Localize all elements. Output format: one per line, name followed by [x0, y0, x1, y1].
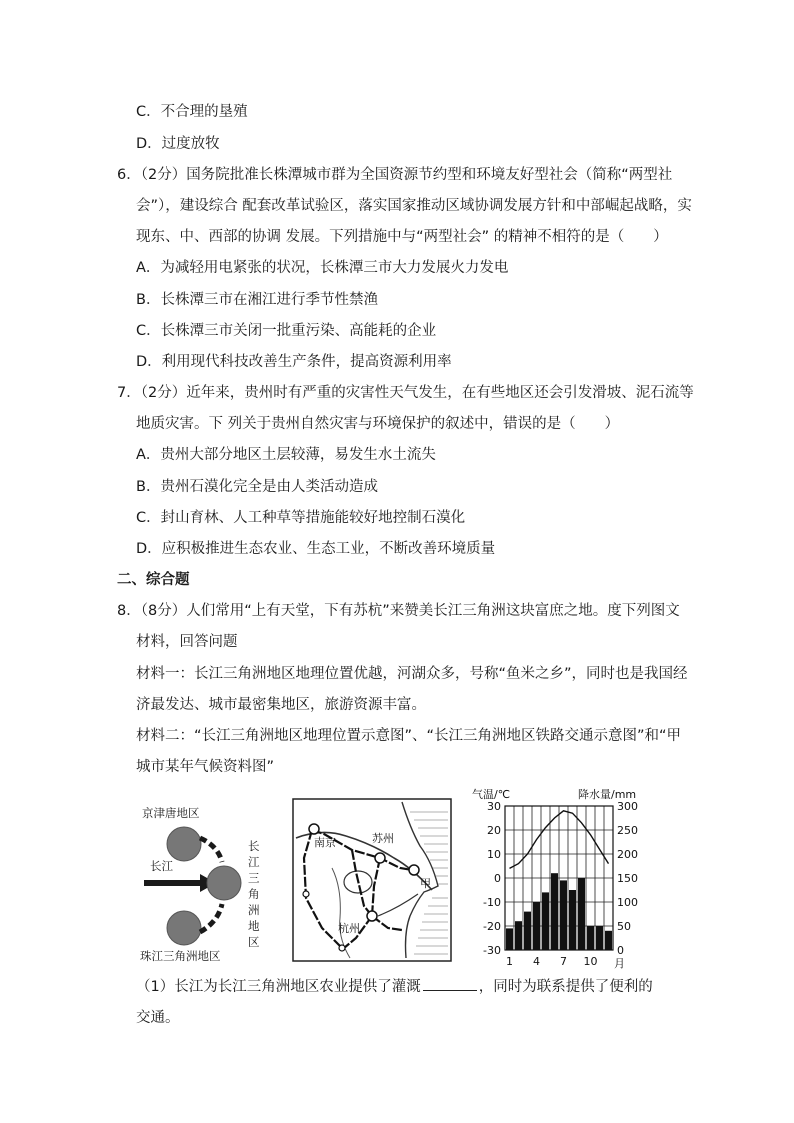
ylabel-right: 降水量/mm — [578, 788, 637, 801]
subquestion-1-line1 — [136, 976, 653, 997]
option-d-q5: D．过度放牧 — [136, 136, 220, 152]
option-c-q7: C．封山育林、人工种草等措施能较好地控制石漠化 — [136, 510, 466, 526]
svg-text:地: 地 — [248, 919, 260, 933]
answer-blank[interactable] — [423, 976, 477, 991]
left-tick-label: -20 — [483, 920, 501, 933]
right-tick-label: 100 — [617, 896, 638, 909]
precipitation-bar — [515, 921, 522, 950]
railway-map — [292, 798, 452, 962]
dashed-arrow-top — [200, 838, 222, 862]
city-hangzhou — [367, 911, 377, 921]
svg-text:区: 区 — [248, 935, 260, 949]
precipitation-bar — [560, 880, 567, 950]
right-tick-label: 150 — [617, 872, 638, 885]
label-nanjing: 南京 — [314, 836, 336, 849]
x-unit: 月 — [614, 957, 625, 970]
precipitation-bar — [605, 931, 612, 950]
option-b-q6: B．长株潭三市在湘江进行季节性禁渔 — [136, 292, 378, 308]
label-changjiang: 长江 — [150, 859, 173, 873]
option-a-q7: A．贵州大部分地区土层较薄，易发生水土流失 — [136, 447, 436, 463]
right-tick-label: 300 — [617, 800, 638, 813]
question-6-line3: 现东、中、西部的协调 发展。下列措施中与“两型社会” 的精神不相符的是（ ） — [136, 229, 668, 245]
question-6-line1: 6．（2分）国务院批准长株潭城市群为全国资源节约型和环境友好型社会（简称“两型社 — [117, 167, 673, 183]
svg-text:角: 角 — [248, 887, 260, 901]
right-tick-labels — [617, 800, 638, 957]
subquestion-1-line2: 交通。 — [136, 1010, 180, 1026]
label-delta-vertical — [248, 839, 260, 949]
right-tick-label: 200 — [617, 848, 638, 861]
circle-delta — [207, 866, 241, 900]
ylabel-left: 气温/℃ — [472, 788, 511, 801]
x-tick-label: 1 — [506, 955, 513, 968]
left-tick-labels — [483, 800, 501, 957]
material-2-line1: 材料二：“长江三角洲地区地理位置示意图”、“长江三角洲地区铁路交通示意图”和“甲 — [136, 728, 682, 744]
precipitation-bar — [524, 912, 531, 950]
x-tick-label: 4 — [533, 955, 540, 968]
label-jingjintang: 京津唐地区 — [142, 806, 200, 820]
question-7-line2: 地质灾害。下 列关于贵州自然灾害与环境保护的叙述中，错误的是（ ） — [136, 416, 620, 432]
precipitation-bar — [533, 902, 540, 950]
svg-text:长: 长 — [248, 839, 260, 853]
material-2-line2: 城市某年气候资料图” — [136, 759, 275, 775]
question-7-line1: 7．（2分）近年来，贵州时有严重的灾害性天气发生，在有些地区还会引发滑坡、泥石流等 — [117, 385, 694, 401]
option-c-q6: C．长株潭三市关闭一批重污染、高能耗的企业 — [136, 323, 437, 339]
left-tick-label: 0 — [494, 872, 501, 885]
precipitation-bar — [569, 890, 576, 950]
city-suzhou — [375, 853, 385, 863]
svg-text:江: 江 — [248, 855, 260, 869]
material-1-line1: 材料一：长江三角洲地区地理位置优越，河湖众多，号称“鱼米之乡”，同时也是我国经 — [136, 666, 688, 682]
option-d-q7: D．应积极推进生态农业、生态工业，不断改善环境质量 — [136, 541, 496, 557]
option-b-q7: B．贵州石漠化完全是由人类活动造成 — [136, 479, 378, 495]
city-south — [339, 945, 345, 951]
dashed-arrow-bottom — [200, 904, 222, 932]
city-nanjing — [309, 824, 319, 834]
subquestion-1-text-b: ，同时为联系提供了便利的 — [478, 979, 653, 995]
option-a-q6: A．为减轻用电紧张的状况，长株潭三市大力发展火力发电 — [136, 260, 509, 276]
location-diagram — [140, 800, 280, 962]
precipitation-bar — [506, 928, 513, 950]
left-tick-label: 20 — [487, 824, 501, 837]
left-tick-label: -10 — [483, 896, 501, 909]
arrow-shaft — [144, 880, 200, 886]
left-tick-label: -30 — [483, 944, 501, 957]
circle-jingjintang — [167, 827, 201, 861]
right-tick-label: 0 — [617, 944, 624, 957]
x-tick-labels — [506, 955, 598, 968]
climate-chart — [470, 786, 670, 970]
material-1-line2: 济最发达、城市最密集地区，旅游资源丰富。 — [136, 697, 426, 713]
subquestion-1-text-a: （1）长江为长江三角洲地区农业提供了灌溉 — [136, 979, 421, 995]
section-heading: 二、综合题 — [117, 572, 190, 588]
right-tick-label: 250 — [617, 824, 638, 837]
option-d-q6: D．利用现代科技改善生产条件，提高资源利用率 — [136, 354, 452, 370]
precipitation-bar — [542, 892, 549, 950]
svg-text:洲: 洲 — [248, 903, 260, 917]
left-tick-label: 30 — [487, 800, 501, 813]
label-hangzhou: 杭州 — [338, 922, 360, 935]
precipitation-bar — [587, 926, 594, 950]
left-tick-label: 10 — [487, 848, 501, 861]
precipitation-bar — [551, 873, 558, 950]
right-tick-label: 50 — [617, 920, 631, 933]
label-suzhou: 苏州 — [372, 832, 394, 845]
x-tick-label: 7 — [560, 955, 567, 968]
precipitation-bar — [578, 878, 585, 950]
city-jia — [409, 865, 419, 875]
svg-text:三: 三 — [248, 871, 260, 885]
question-6-line2: 会”），建设综合 配套改革试验区，落实国家推动区域协调发展方针和中部崛起战略，实 — [136, 198, 692, 214]
precipitation-bar — [596, 926, 603, 950]
question-8-line1: 8．（8分）人们常用“上有天堂，下有苏杭”来赞美长江三角洲这块富庶之地。度下列图文 — [117, 603, 680, 619]
option-c-q5: C．不合理的垦殖 — [136, 104, 248, 120]
label-jia: 甲 — [420, 877, 431, 890]
x-tick-label: 10 — [583, 955, 598, 968]
circle-pearl — [167, 911, 201, 945]
city-west — [303, 891, 309, 897]
question-8-line2: 材料，回答问题 — [136, 634, 238, 650]
label-pearl-delta: 珠江三角洲地区 — [140, 949, 221, 962]
